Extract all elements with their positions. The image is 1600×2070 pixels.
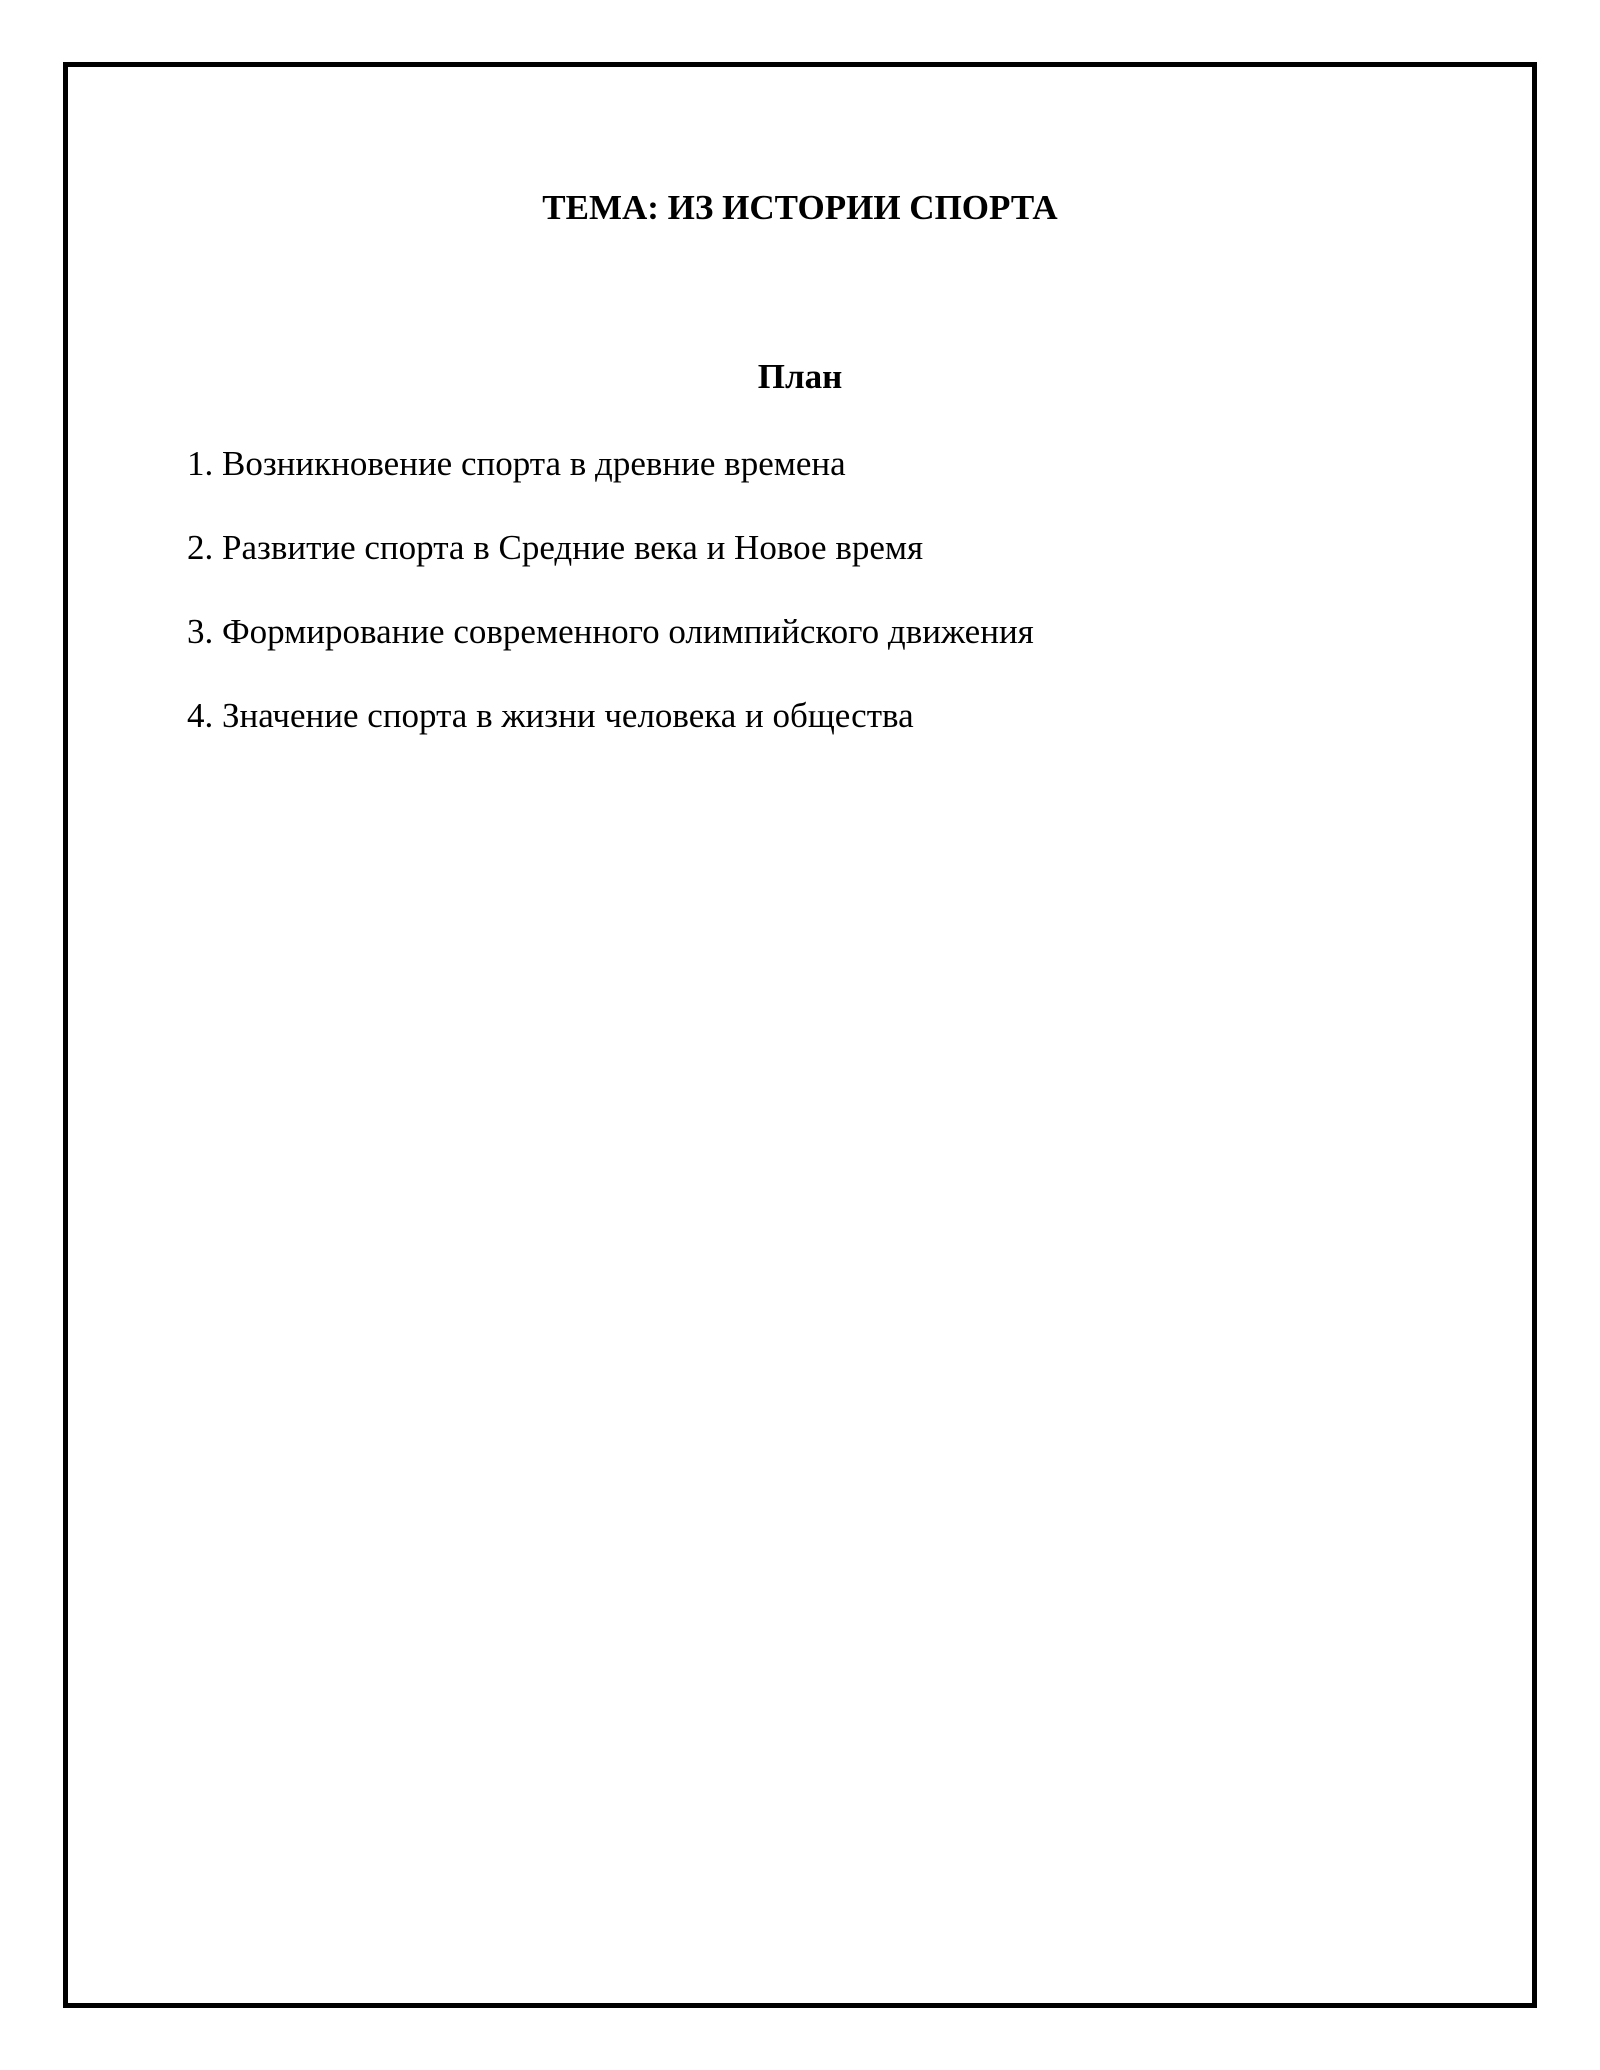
plan-heading: План xyxy=(757,357,843,396)
plan-item-3: 3. Формирование современного олимпийского движения xyxy=(187,612,1034,651)
plan-list xyxy=(187,442,1034,778)
page-border xyxy=(63,62,1537,2008)
plan-item-1: 1. Возникновение спорта в древние времена xyxy=(187,444,846,483)
plan-item-2: 2. Развитие спорта в Средние века и Новое время xyxy=(187,528,924,567)
plan-item-4: 4. Значение спорта в жизни человека и общества xyxy=(187,696,914,735)
page-title: ТЕМА: ИЗ ИСТОРИИ СПОРТА xyxy=(542,188,1058,227)
